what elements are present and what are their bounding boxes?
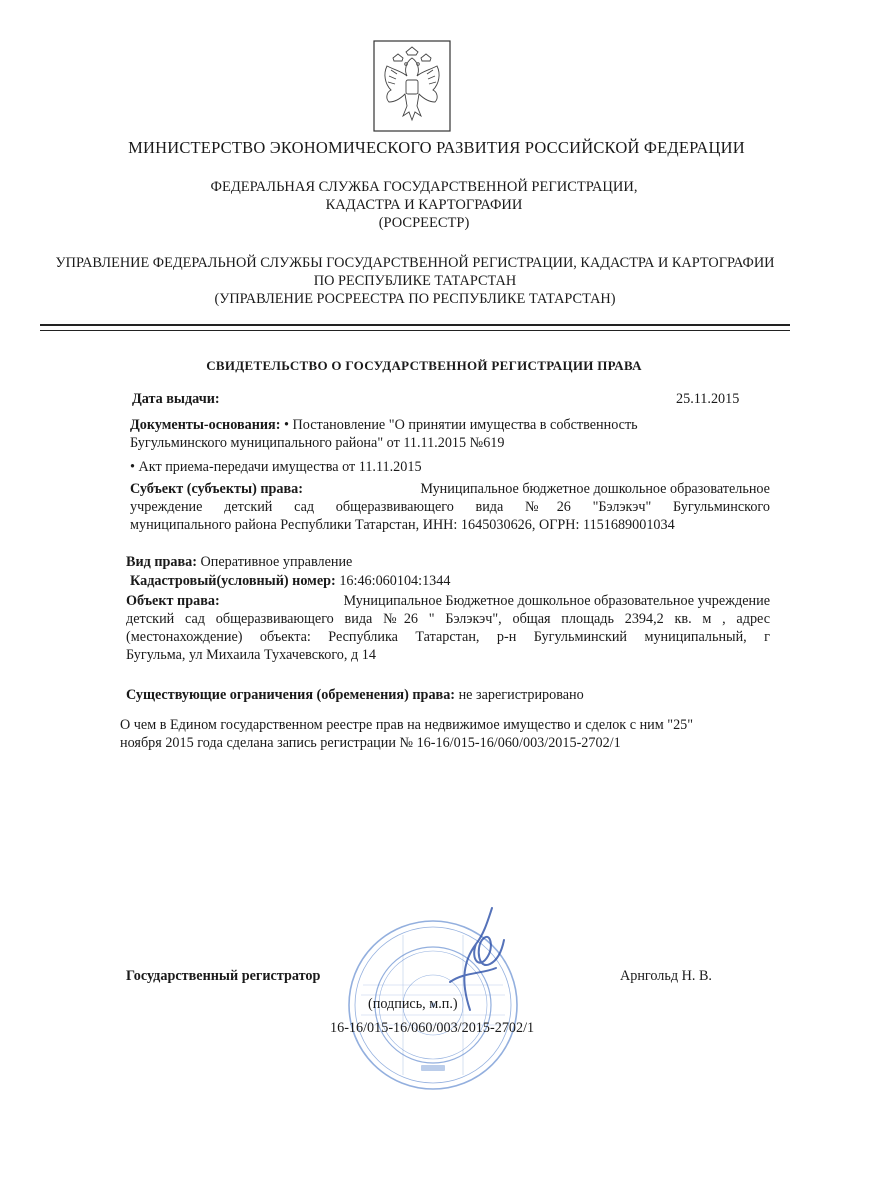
subject-row	[130, 480, 770, 498]
record-line: ноября 2015 года сделана запись регистрации № 16-16/015-16/060/003/2015-2702/1	[120, 735, 621, 751]
header-divider-thick	[40, 324, 790, 326]
record-line: О чем в Едином государственном реестре прав на недвижимое имущество и сделок с ним "25"	[120, 717, 694, 733]
service-heading-line: КАДАСТРА И КАРТОГРАФИИ	[325, 197, 523, 213]
header-divider-thin	[40, 330, 790, 331]
department-heading-line: ПО РЕСПУБЛИКЕ ТАТАРСТАН	[313, 273, 517, 289]
signature-caption: (подпись, м.п.)	[368, 996, 458, 1012]
object-label: Объект права:	[126, 593, 220, 609]
registrar-label: Государственный регистратор	[126, 968, 321, 984]
restrictions-row	[126, 686, 584, 704]
issue-date-label: Дата выдачи:	[132, 391, 220, 407]
right-type-label: Вид права:	[126, 554, 197, 570]
certificate-title: СВИДЕТЕЛЬСТВО О ГОСУДАРСТВЕННОЙ РЕГИСТРАЦИИ ПРАВА	[206, 358, 642, 373]
basis-label: Документы-основания:	[130, 417, 281, 433]
object-line: (местонахождение) объекта: Республика Татарстан, р-н Бугульминский муниципальный, г	[126, 629, 770, 645]
right-type-value: Оперативное управление	[200, 554, 353, 570]
subject-line: Муниципальное бюджетное дошкольное образовательное	[420, 481, 770, 497]
basis-line: • Постановление "О принятии имущества в собственность	[284, 417, 638, 433]
subject-line: муниципального района Республики Татарстан, ИНН: 1645030626, ОГРН: 1151689001034	[130, 517, 675, 533]
service-heading-line: (РОСРЕЕСТР)	[378, 215, 470, 231]
right-type-row	[126, 553, 352, 571]
cadastral-number: 16:46:060104:1344	[339, 573, 451, 589]
restrictions-label: Существующие ограничения (обременения) права:	[126, 687, 456, 703]
subject-label: Субъект (субъекты) права:	[130, 481, 303, 497]
basis-line: Бугульминского муниципального района" от 11.11.2015 №619	[130, 435, 505, 451]
registrar-name: Арнгольд Н. В.	[620, 968, 712, 984]
basis-documents	[130, 416, 770, 434]
object-row	[126, 592, 770, 610]
object-line: детский сад общеразвивающего вида №26 " Бэлэкэч", общая площадь 2394,2 кв. м , адрес	[126, 611, 770, 627]
service-heading	[0, 178, 848, 232]
cadastral-row	[130, 572, 450, 590]
basis-line: • Акт приема-передачи имущества от 11.11.2015	[130, 459, 422, 475]
department-heading-line: (УПРАВЛЕНИЕ РОСРЕЕСТРА ПО РЕСПУБЛИКЕ ТАТАРСТАН)	[214, 291, 616, 307]
object-line: Муниципальное Бюджетное дошкольное образовательное учреждение	[343, 593, 770, 609]
subject-line: учреждение детский сад общеразвивающего вида №26 "Бэлэкэч" Бугульминского	[130, 499, 770, 515]
ministry-heading: МИНИСТЕРСТВО ЭКОНОМИЧЕСКОГО РАЗВИТИЯ РОССИЙСКОЙ ФЕДЕРАЦИИ	[128, 138, 745, 157]
registration-record-number: 16-16/015-16/060/003/2015-2702/1	[330, 1020, 535, 1036]
department-heading-line: УПРАВЛЕНИЕ ФЕДЕРАЛЬНОЙ СЛУЖБЫ ГОСУДАРСТВЕННОЙ РЕГИСТРАЦИИ, КАДАСТРА И КАРТОГРАФИИ	[55, 255, 775, 271]
cadastral-label: Кадастровый(условный) номер:	[130, 573, 336, 589]
restrictions-value: не зарегистрировано	[458, 687, 584, 703]
service-heading-line: ФЕДЕРАЛЬНАЯ СЛУЖБА ГОСУДАРСТВЕННОЙ РЕГИСТРАЦИИ,	[210, 179, 638, 195]
object-line: Бугульма, ул Михаила Тухачевского, д 14	[126, 647, 376, 663]
department-heading	[0, 254, 830, 308]
coat-of-arms-emblem	[373, 40, 451, 132]
issue-date-value: 25.11.2015	[676, 391, 740, 407]
